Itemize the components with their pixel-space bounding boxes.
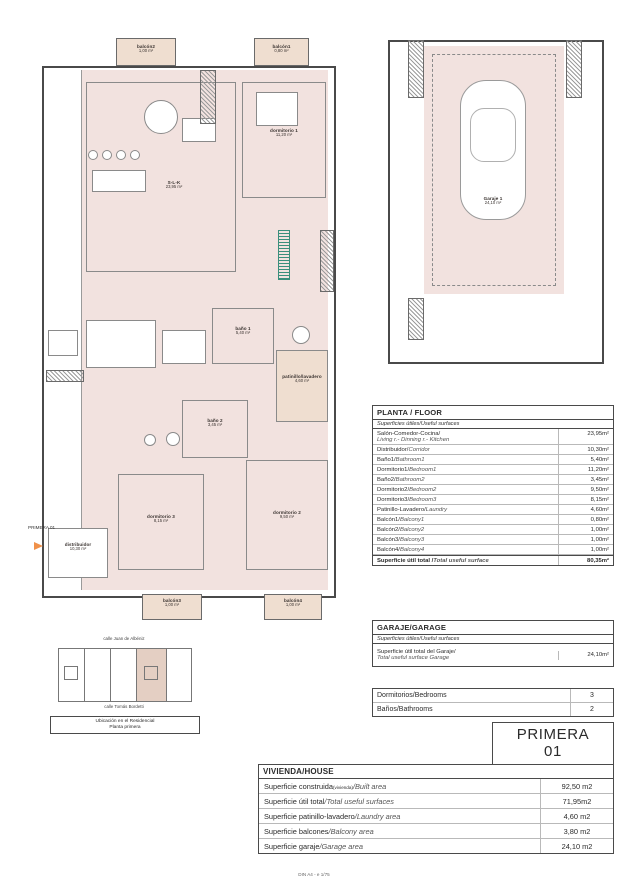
floor-table-title: PLANTA / FLOOR (373, 406, 613, 420)
structural-wall (408, 298, 424, 340)
row-label-es: Superficie útil total / (377, 557, 434, 564)
table-row (259, 779, 613, 794)
bedroom-3-label: dormitorio 3 8,15 m² (147, 514, 175, 524)
counts-table (372, 688, 614, 717)
row-value: 3,80 m2 (540, 824, 613, 838)
row-value: 3 (570, 689, 613, 702)
row-value: 8,15m² (558, 495, 613, 504)
structural-wall (566, 40, 582, 98)
row-value: 0,80m² (558, 515, 613, 524)
chair-icon (116, 150, 126, 160)
row-label-es: Superficie útil total (264, 796, 325, 806)
balcony-2-label: balcón2 1,00 m² (136, 44, 155, 54)
chair-icon (102, 150, 112, 160)
row-label-en: Bathroom2 (395, 476, 425, 483)
site-location-map (24, 636, 224, 756)
row-value: 23,95m² (558, 429, 613, 444)
row-label-es: Distribuidor/ (377, 446, 409, 453)
floor-table-subtitle: Superficies útiles/Useful surfaces (373, 420, 613, 429)
garage-label: Garaje 1 24,10 m² (483, 196, 503, 206)
row-label-en: /Built area (352, 781, 387, 791)
row-value: 1,00m² (558, 535, 613, 544)
corridor-label: distribuidor 10,30 m² (64, 542, 92, 552)
bathroom-2-shape (182, 400, 248, 458)
row-label-es: Balcón1/ (377, 516, 400, 523)
row-label-en: Balcony1 (399, 516, 425, 523)
table-row (373, 535, 613, 545)
row-value: 80,35m² (558, 556, 613, 565)
table-row (373, 485, 613, 495)
appliance-icon (48, 330, 78, 356)
row-value: 11,20m² (558, 465, 613, 474)
site-map-caption-line1: Ubicación en el Residencial (95, 719, 155, 724)
row-label-en: Bedroom3 (409, 496, 437, 503)
row-label-es: Balcón4/ (377, 546, 400, 553)
entry-label: PRIMERA 01 (28, 525, 56, 530)
table-row (373, 515, 613, 525)
table-row (259, 809, 613, 824)
table-row (373, 689, 613, 703)
site-map-caption-line2: Planta primera (109, 725, 141, 731)
row-label-en: Laundry (425, 506, 448, 513)
toilet-icon (144, 434, 156, 446)
garage-surfaces-table (372, 620, 614, 667)
row-label-en: Bedroom1 (409, 466, 437, 473)
row-label-es: Superficie garaje (264, 841, 320, 851)
row-value: 5,40m² (558, 455, 613, 464)
table-row (373, 525, 613, 535)
row-label-es: Superficie balcones (264, 826, 329, 836)
table-row (373, 455, 613, 465)
street-bottom-label: calle Tomás Bordetti (104, 704, 144, 709)
garage-table-subtitle: Superficies útiles/Useful surfaces (373, 635, 613, 644)
stair-core-icon (144, 666, 158, 680)
balcony-3-label: balcón3 1,00 m² (162, 598, 181, 608)
row-label-es: Dormitorio1/ (377, 466, 410, 473)
row-label-es: Salón-Comedor-Cocina/ (377, 430, 441, 437)
structural-wall (200, 70, 216, 124)
corridor-shape (48, 528, 108, 578)
chair-icon (88, 150, 98, 160)
row-value: 24,10m² (558, 651, 613, 660)
row-label-es: Baño1/ (377, 456, 396, 463)
structural-wall (320, 230, 334, 292)
row-value: 4,60m² (558, 505, 613, 514)
garage-plan (380, 30, 610, 390)
balcony-4-label: balcón4 1,00 m² (283, 598, 302, 608)
unit-floor-label: PRIMERA (516, 726, 590, 743)
row-label-en: Bedroom2 (409, 486, 437, 493)
row-value: 3,45m² (558, 475, 613, 484)
row-label-es: Balcón2/ (377, 526, 400, 533)
bathroom-1-label: baño 1 5,40 m² (235, 326, 251, 336)
row-label-en: Total useful surface Garage (377, 655, 450, 661)
chair-icon (130, 150, 140, 160)
site-unit (84, 648, 112, 702)
table-row-total (373, 555, 613, 565)
laundry-label: patinillo/lavadero 4,60 m² (282, 374, 322, 384)
table-row (373, 644, 613, 666)
bedroom-2-label: dormitorio 2 9,50 m² (273, 510, 301, 520)
row-label-es: Superficie construida (264, 781, 334, 791)
row-value: 1,00m² (558, 525, 613, 534)
row-label-en: Total useful surface (433, 557, 489, 564)
apartment-floor-plan (24, 30, 354, 620)
terrace-west (46, 70, 82, 370)
round-table-icon (144, 100, 178, 134)
table-row (259, 794, 613, 809)
garage-table-title: GARAJE/GARAGE (373, 621, 613, 635)
site-unit (110, 648, 138, 702)
row-label-en: Balcony2 (399, 526, 425, 533)
dining-table-icon (92, 170, 146, 192)
row-label-small: (vivienda) (333, 784, 353, 790)
row-value: 1,00m² (558, 545, 613, 554)
row-value: 24,10 m2 (540, 839, 613, 853)
laundry-shape (276, 350, 328, 422)
stair-core-icon (64, 666, 78, 680)
row-label-en: /Laundry area (354, 811, 401, 821)
kitchen-island-icon (162, 330, 206, 364)
living-kitchen-label: S-L-K 23,95 m² (165, 180, 183, 190)
table-row (259, 824, 613, 839)
row-label-es: Superficie útil total del Garaje/ (377, 649, 456, 655)
table-row (373, 495, 613, 505)
car-cabin-icon (470, 108, 516, 162)
shaft-wall (278, 230, 290, 280)
row-label-es: Balcón3/ (377, 536, 400, 543)
row-value: 71,95m2 (540, 794, 613, 808)
structural-wall (46, 370, 84, 382)
sink-icon (166, 432, 180, 446)
balcony-1-label: balcón1 0,80 m² (272, 44, 291, 54)
row-value: 4,60 m2 (540, 809, 613, 823)
table-row (373, 475, 613, 485)
sheet-scale-note: DIN A4 - e 1/75 (298, 872, 330, 877)
row-label-en: Balcony4 (399, 546, 425, 553)
table-row (373, 465, 613, 475)
site-unit (166, 648, 192, 702)
table-row (373, 703, 613, 716)
table-row (373, 445, 613, 455)
row-label: Dormitorios/Bedrooms (377, 692, 447, 699)
table-row (373, 545, 613, 555)
row-label-en: /Balcony area (328, 826, 374, 836)
kitchen-counter-icon (86, 320, 156, 368)
row-label-en: Living r.- Dinning r.- Kitchen (377, 436, 450, 443)
row-label-es: Superficie patinillo-lavadero (264, 811, 355, 821)
row-label-es: Dormitorio2/ (377, 486, 410, 493)
table-row (259, 839, 613, 853)
row-label-en: Balcony3 (399, 536, 425, 543)
house-table-title: VIVIENDA/HOUSE (259, 765, 613, 779)
row-label: Baños/Bathrooms (377, 706, 433, 713)
row-label-en: Bathroom1 (395, 456, 425, 463)
row-value: 92,50 m2 (540, 779, 613, 793)
row-value: 2 (570, 703, 613, 716)
row-value: 9,50m² (558, 485, 613, 494)
washer-icon (292, 326, 310, 344)
row-label-es: Patinillo-Lavadero/ (377, 506, 426, 513)
row-label-es: Dormitorio3/ (377, 496, 410, 503)
house-summary-table (258, 764, 614, 854)
table-row (373, 429, 613, 445)
bedroom-1-label: dormitorio 1 11,20 m² (270, 128, 298, 138)
row-label-es: Baño2/ (377, 476, 396, 483)
site-map-caption (50, 716, 200, 734)
row-label-en: Corridor (408, 446, 430, 453)
row-label-en: /Total useful surfaces (324, 796, 394, 806)
floor-surfaces-table (372, 405, 614, 566)
table-row (373, 505, 613, 515)
row-label-en: /Garage area (319, 841, 364, 851)
unit-number-label: 01 (544, 743, 562, 760)
row-value: 10,30m² (558, 445, 613, 454)
street-top-label: calle Juan de Albéniz (103, 636, 145, 641)
structural-wall (408, 40, 424, 98)
entrance-arrow-icon (34, 542, 43, 550)
bed-icon (256, 92, 298, 126)
bathroom-2-label: baño 2 3,45 m² (207, 418, 223, 428)
